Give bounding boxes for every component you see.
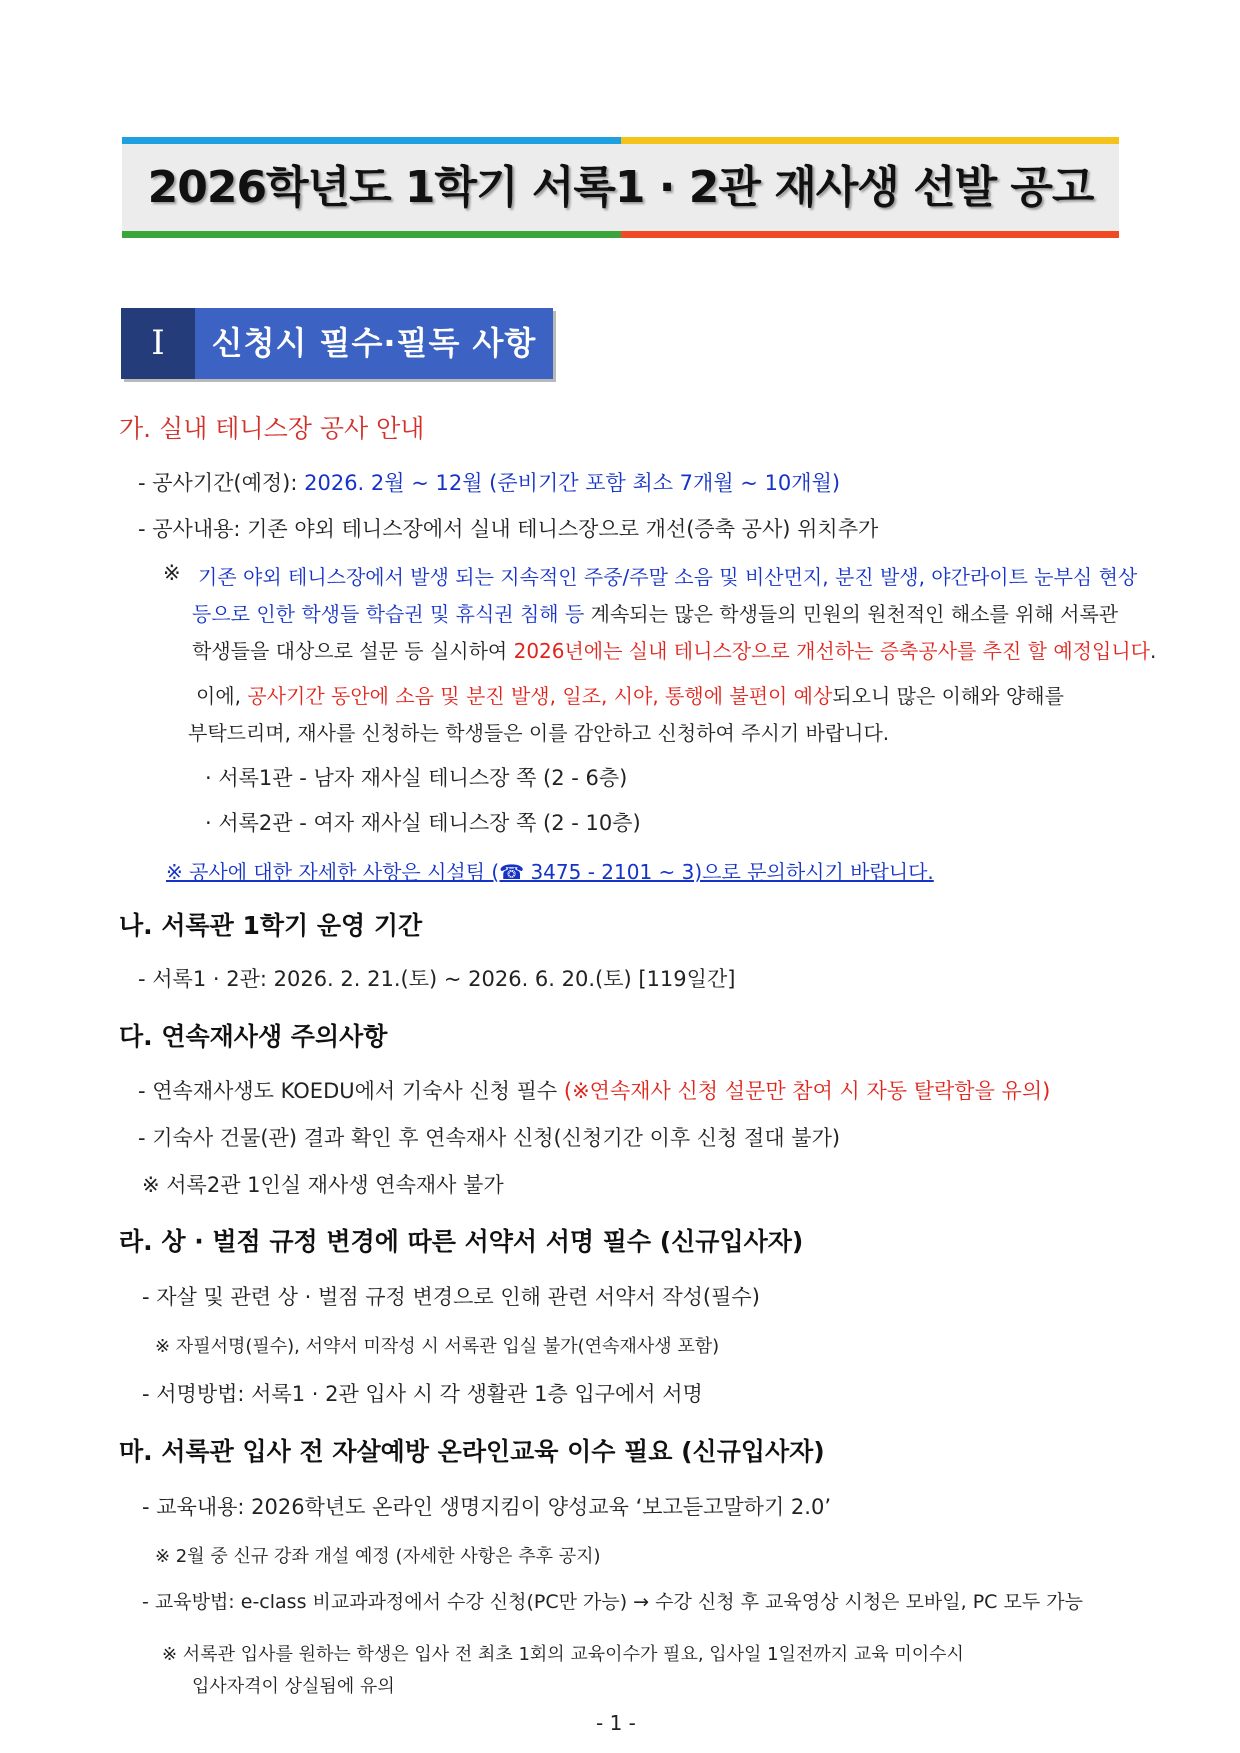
pledge-method: - 서명방법: 서록1 · 2관 입사 시 각 생활관 1층 입구에서 서명 <box>142 1382 703 1406</box>
banner-stripe-green <box>122 231 621 238</box>
banner-stripe-blue <box>122 137 621 144</box>
continuous-line-1 <box>138 1075 1050 1105</box>
operation-period: - 서록1 · 2관: 2026. 2. 21.(토) ~ 2026. 6. 20.(토) [119일간] <box>138 967 736 991</box>
construction-period <box>138 467 840 497</box>
para2-red-1: 공사기간 동안에 소음 및 분진 발생, 일조, 시야, 통행에 불편이 예상 <box>247 684 833 708</box>
note-mark: ※ <box>163 561 181 585</box>
continuous-plain: - 연속재사생도 KOEDU에서 기숙사 신청 필수 <box>138 1079 564 1103</box>
bullet-seorok1: · 서록1관 - 남자 재사실 테니스장 쪽 (2 - 6층) <box>205 766 628 790</box>
education-note-2b: 입사자격이 상실됨에 유의 <box>192 1676 395 1697</box>
note-end-3: . <box>1149 639 1157 663</box>
period-label: - 공사기간(예정): <box>138 471 305 495</box>
heading-ga: 가. 실내 테니스장 공사 안내 <box>119 414 425 443</box>
para2-line-2: 부탁드리며, 재사를 신청하는 학생들은 이를 감안하고 신청하여 주시기 바랍니다. <box>188 721 890 745</box>
education-content: - 교육내용: 2026학년도 온라인 생명지킴이 양성교육 ‘보고듣고말하기 2.0’ <box>142 1495 832 1519</box>
note-plain-3: 학생들을 대상으로 설문 등 실시하여 <box>192 639 514 663</box>
page-number: - 1 - <box>596 1711 636 1735</box>
continuous-line-2: - 기숙사 건물(관) 결과 확인 후 연속재사 신청(신청기간 이후 신청 절대 불가) <box>138 1126 841 1150</box>
para2-line-1 <box>196 680 1064 709</box>
note-blue-2: 등으로 인한 학생들 학습권 및 휴식권 침해 등 <box>192 602 585 626</box>
period-value: 2026. 2월 ~ 12월 (준비기간 포함 최소 7개월 ~ 10개월) <box>304 471 841 495</box>
para2-tail-1: 되오니 많은 이해와 양해를 <box>832 684 1064 708</box>
continuous-note: ※ 서록2관 1인실 재사생 연속재사 불가 <box>142 1173 504 1197</box>
note-line-3 <box>192 635 1156 664</box>
note-line-2 <box>192 598 1118 627</box>
banner-stripe-yellow <box>621 137 1119 144</box>
construction-content: - 공사내용: 기존 야외 테니스장에서 실내 테니스장으로 개선(증축 공사) 위치추가 <box>138 517 879 541</box>
note-blue-1: 기존 야외 테니스장에서 발생 되는 지속적인 주중/주말 소음 및 비산먼지, 분진 발생, 야간라이트 눈부심 현상 <box>198 565 1138 589</box>
para2-plain-1: 이에, <box>196 684 248 708</box>
note-plain-2: 계속되는 많은 학생들의 민원의 원천적인 해소를 위해 서록관 <box>584 602 1119 626</box>
bullet-seorok2: · 서록2관 - 여자 재사실 테니스장 쪽 (2 - 10층) <box>205 811 641 835</box>
page-title: 2026학년도 1학기 서록1 · 2관 재사생 선발 공고 <box>147 162 1094 213</box>
education-note-2a: ※ 서록관 입사를 원하는 학생은 입사 전 최초 1회의 교육이수가 필요, 입사일 1일전까지 교육 미이수시 <box>162 1644 964 1665</box>
heading-da: 다. 연속재사생 주의사항 <box>119 1022 388 1051</box>
heading-ma: 마. 서록관 입사 전 자살예방 온라인교육 이수 필요 (신규입사자) <box>119 1437 825 1466</box>
pledge-line-1: - 자살 및 관련 상 · 벌점 규정 변경으로 인해 관련 서약서 작성(필수) <box>142 1285 760 1309</box>
facility-contact: ※ 공사에 대한 자세한 사항은 시설팀 (☎ 3475 - 2101 ~ 3)으로 문의하시기 바랍니다. <box>166 860 934 884</box>
continuous-warning: (※연속재사 신청 설문만 참여 시 자동 탈락함을 유의) <box>563 1079 1051 1103</box>
note-line-1 <box>198 561 1137 590</box>
heading-ra: 라. 상 · 벌점 규정 변경에 따른 서약서 서명 필수 (신규입사자) <box>119 1227 804 1256</box>
note-red-3: 2026년에는 실내 테니스장으로 개선하는 증축공사를 추진 할 예정입니다 <box>513 639 1150 663</box>
section-number: I <box>121 308 195 379</box>
heading-na: 나. 서록관 1학기 운영 기간 <box>119 911 423 940</box>
education-method: - 교육방법: e-class 비교과과정에서 수강 신청(PC만 가능) → 수강 신청 후 교육영상 시청은 모바일, PC 모두 가능 <box>142 1591 1083 1613</box>
banner-stripe-red <box>621 231 1119 238</box>
pledge-note: ※ 자필서명(필수), 서약서 미작성 시 서록관 입실 불가(연속재사생 포함) <box>155 1336 720 1357</box>
section-title: 신청시 필수·필독 사항 <box>195 308 553 379</box>
education-note: ※ 2월 중 신규 강좌 개설 예정 (자세한 사항은 추후 공지) <box>155 1546 601 1567</box>
